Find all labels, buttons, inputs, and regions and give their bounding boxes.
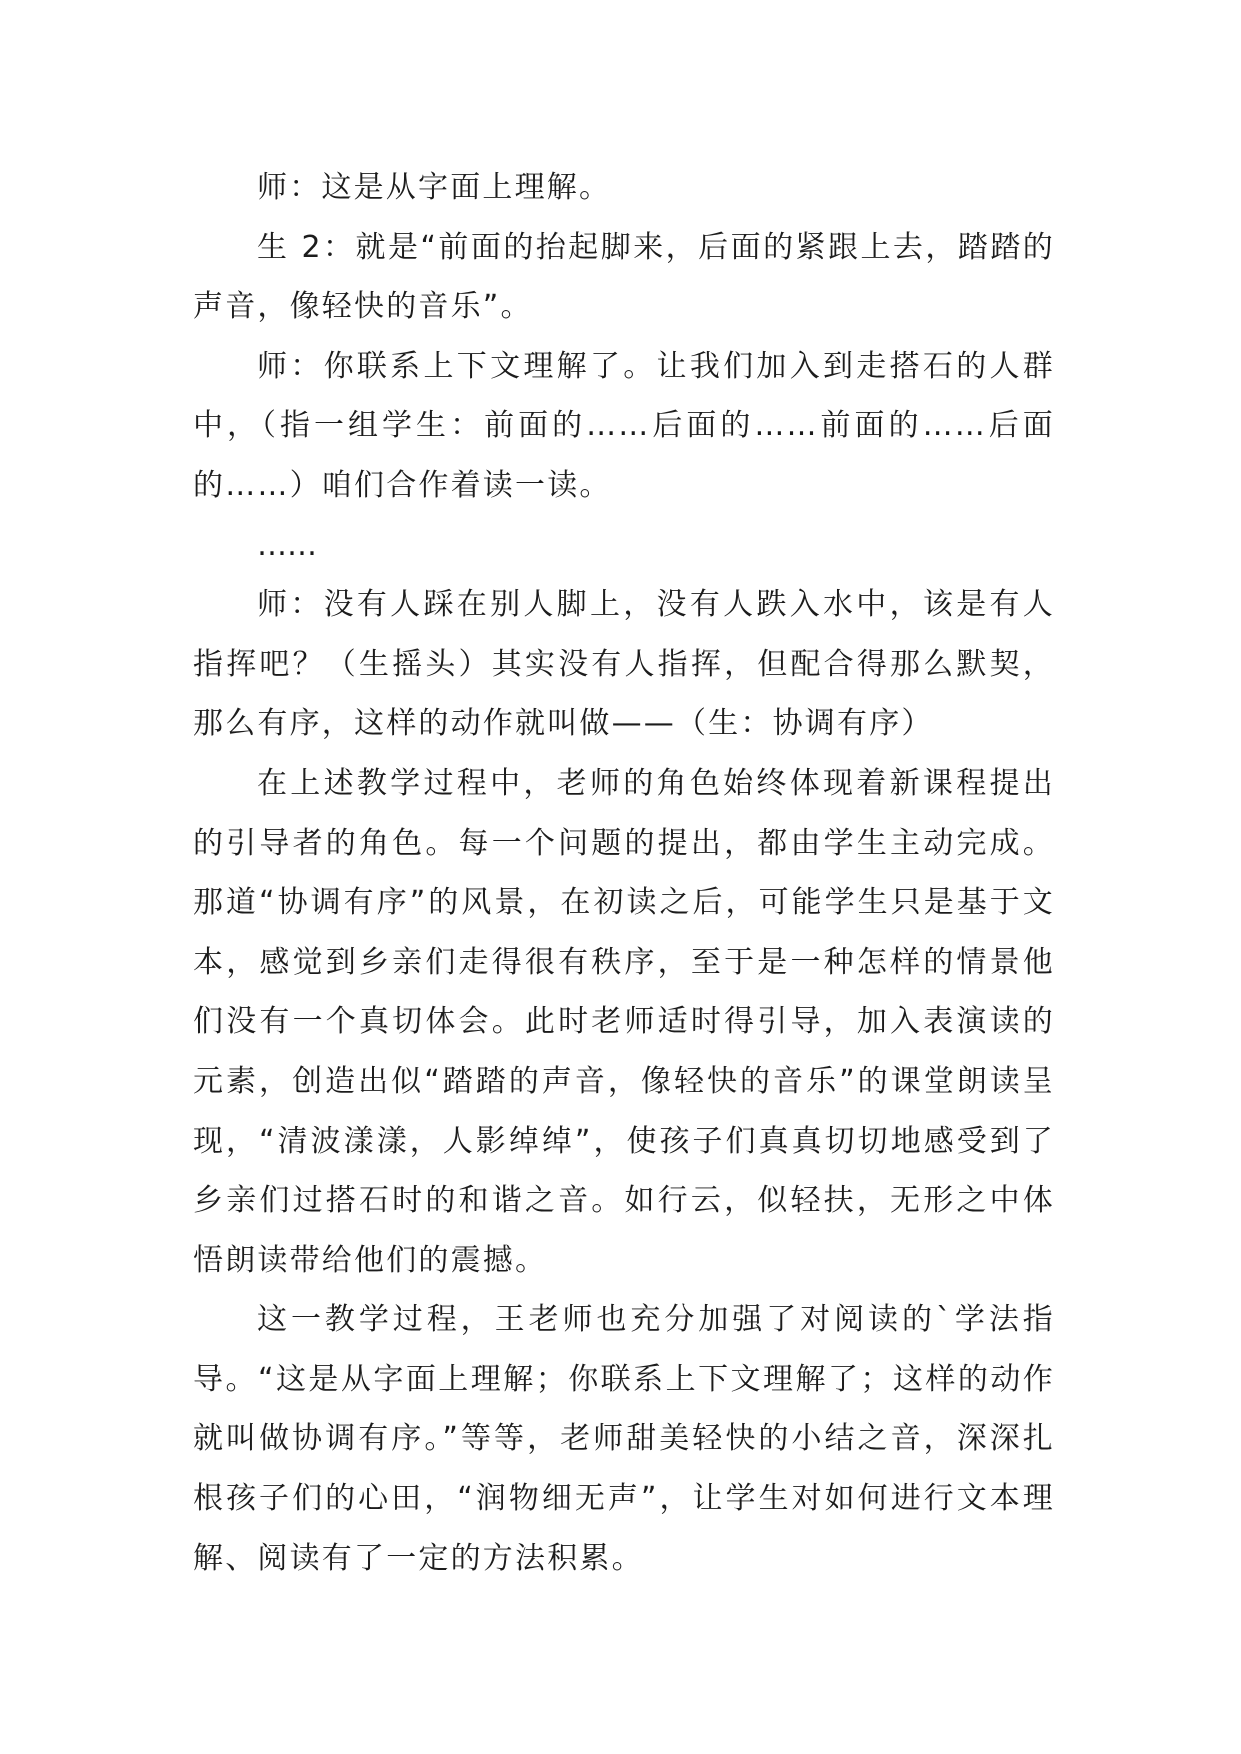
paragraph-teacher-coordination: 师：没有人踩在别人脚上，没有人跌入水中，该是有人指挥吧？（生摇头）其实没有人指挥，但配合得那么默契，那么有序，这样的动作就叫做——（生：协调有序） (193, 587, 1055, 742)
paragraph-teacher-literal: 师：这是从字面上理解。 (257, 170, 612, 205)
paragraph-analysis-guide-role: 在上述教学过程中，老师的角色始终体现着新课程提出的引导者的角色。每一个问题的提出，都由学生主动完成。那道“协调有序”的风景，在初读之后，可能学生只是基于文本，感觉到乡亲们走得很有秩序，至于是一种怎样的情景他们没有一个真切体会。此时老师适时得引导，加入表演读的元素，创造出似“踏踏的声音，像轻快的音乐”的课堂朗读呈现，“清波漾漾，人影绰绰”，使孩子们真真切切地感受到了乡亲们过搭石时的和谐之音。如行云，似轻扶，无形之中体悟朗读带给他们的震撼。 (193, 765, 1055, 1278)
paragraph-analysis-reading-method: 这一教学过程，王老师也充分加强了对阅读的`学法指导。“这是从字面上理解；你联系上下文理解了；这样的动作就叫做协调有序。”等等，老师甜美轻快的小结之音，深深扎根孩子们的心田，“润物细无声”，让学生对如何进行文本理解、阅读有了一定的方法积累。 (193, 1302, 1055, 1576)
paragraph-student-2: 生 2：就是“前面的抬起脚来，后面的紧跟上去，踏踏的声音，像轻快的音乐”。 (193, 229, 1055, 325)
paragraph-ellipsis: …… (257, 527, 317, 563)
paragraph-teacher-context: 师：你联系上下文理解了。让我们加入到走搭石的人群中，（指一组学生：前面的……后面的……前面的……后面的……）咱们合作着读一读。 (193, 348, 1055, 503)
body-text (193, 158, 1055, 1588)
